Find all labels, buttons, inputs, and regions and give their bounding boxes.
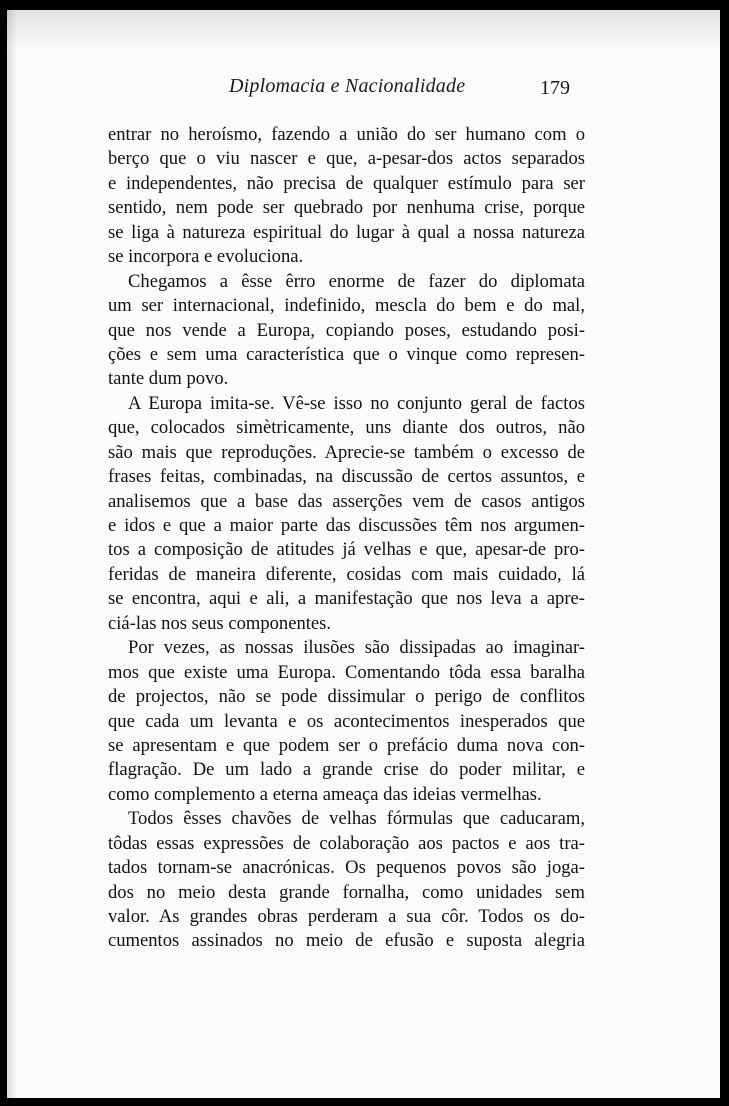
- text-line: como complemento a eterna ameaça das ideias vermelhas.: [108, 783, 542, 805]
- text-line: se incorpora e evoluciona.: [108, 246, 304, 268]
- text-line: se apresentam e que podem ser o prefácio duma nova con-: [108, 734, 585, 756]
- text-line: tante dum povo.: [108, 368, 229, 390]
- text-line: e idos e que a maior parte das discussões têm nos argumen-: [108, 515, 585, 536]
- text-line: mos que existe uma Europa. Comentando tôda essa baralha: [108, 661, 585, 683]
- body-text: [108, 123, 585, 954]
- text-line: que cada um levanta e os acontecimentos inesperados que: [108, 710, 585, 732]
- text-line: que nos vende a Europa, copiando poses, estudando posi-: [108, 319, 585, 341]
- text-line: frases feitas, combinadas, na discussão de certos assuntos, e: [108, 466, 585, 488]
- text-line: que, colocados simètricamente, uns diante dos outros, não: [108, 417, 585, 439]
- paragraph: [108, 636, 585, 807]
- text-line: Por vezes, as nossas ilusões são dissipadas ao imaginar-: [128, 637, 585, 659]
- text-line: cumentos assinados no meio de efusão e suposta alegria: [108, 930, 585, 952]
- text-line: ciá-las nos seus componentes.: [108, 612, 332, 634]
- book-page: [7, 10, 720, 1098]
- text-line: entrar no heroísmo, fazendo a união do ser humano com o: [108, 124, 585, 145]
- paragraph: [108, 392, 585, 636]
- text-line: valor. As grandes obras perderam a sua côr. Todos os do-: [108, 906, 585, 927]
- text-line: Todos êsses chavões de velhas fórmulas que caducaram,: [128, 808, 585, 830]
- text-line: tôdas essas expressões de colaboração aos pactos e aos tra-: [108, 832, 585, 854]
- page-number: 179: [540, 77, 570, 99]
- text-line: flagração. De um lado a grande crise do poder militar, e: [108, 759, 585, 781]
- paragraph: [108, 807, 585, 954]
- paragraph: [108, 270, 585, 392]
- text-line: Chegamos a êsse êrro enorme de fazer do diplomata: [128, 270, 585, 292]
- text-line: de projectos, não se pode dissimular o perigo de conflitos: [108, 686, 585, 708]
- text-line: ções e sem uma característica que o vinque como represen-: [108, 343, 585, 365]
- text-line: A Europa imita-se. Vê-se isso no conjunto geral de factos: [128, 392, 585, 414]
- text-line: um ser internacional, indefinido, mescla do bem e do mal,: [108, 295, 585, 317]
- text-line: tos a composição de atitudes já velhas e que, apesar-de pro-: [108, 539, 585, 561]
- text-line: sentido, nem pode ser quebrado por nenhuma crise, porque: [108, 197, 585, 219]
- running-title: Diplomacia e Nacionalidade: [229, 75, 466, 97]
- text-line: berço que o viu nascer e que, a-pesar-dos actos separados: [108, 148, 585, 170]
- text-line: tados tornam-se anacrónicas. Os pequenos povos são joga-: [108, 857, 585, 879]
- text-line: se liga à natureza espiritual do lugar à qual a nossa natureza: [108, 221, 585, 243]
- paragraph: [108, 123, 585, 270]
- scan-shadow-top: [7, 10, 720, 50]
- text-line: dos no meio desta grande fornalha, como unidades sem: [108, 881, 585, 903]
- text-line: se encontra, aqui e ali, a manifestação que nos leva a apre-: [108, 588, 585, 610]
- text-line: são mais que reproduções. Aprecie-se também o excesso de: [108, 441, 585, 463]
- scan-shadow-left: [7, 10, 17, 1098]
- running-header: [7, 75, 720, 107]
- text-line: e independentes, não precisa de qualquer estímulo para ser: [108, 172, 585, 194]
- text-line: feridas de maneira diferente, cosidas com mais cuidado, lá: [108, 563, 585, 585]
- text-line: analisemos que a base das asserções vem de casos antigos: [108, 490, 585, 512]
